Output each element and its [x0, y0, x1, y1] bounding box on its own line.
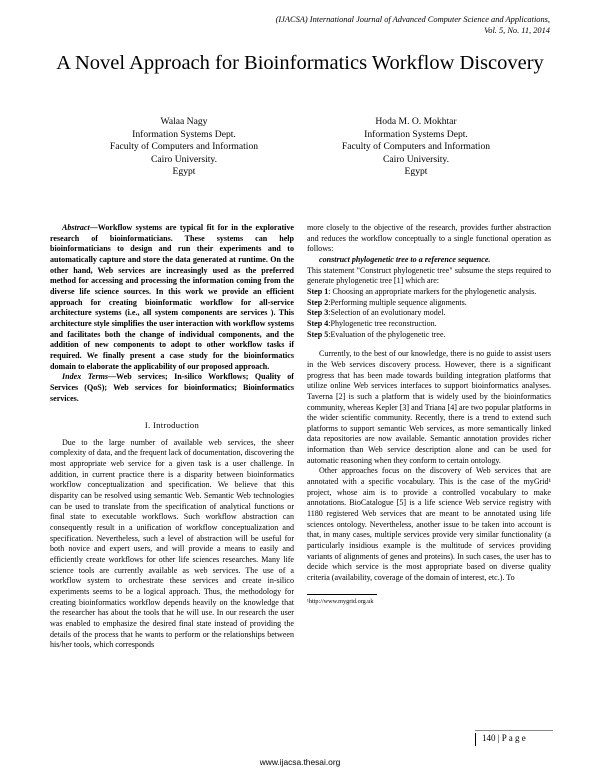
page-number-box	[475, 733, 556, 746]
list-item: Step 2:Performing multiple sequence alignments.	[307, 297, 467, 307]
journal-volume: Vol. 5, No. 11, 2014	[484, 26, 550, 35]
author-country: Egypt	[404, 166, 428, 178]
index-terms-label: Index Terms	[62, 372, 108, 382]
statement-paragraph: This statement "Construct phylogenetic tree" subsume the steps required to generate phylogenetic tree [1] which are:	[307, 265, 551, 286]
index-terms	[50, 372, 294, 404]
author-block-1	[64, 116, 304, 179]
continued-paragraph: more closely to the objective of the research, provides further abstraction and reduces the workflow conceptually to a single functional operation as follows:	[307, 223, 551, 254]
steps-list	[307, 287, 551, 340]
body-paragraph: Other approaches focus on the discovery of Web services that are annotated with a specific vocabulary. This is the case of the myGrid¹ project, whose aim is to provide a controlled vocabulary to make annotations. BioCatalogue [5] is a life science Web service registry with 1180 registered Web services that are meant to be annotated using life sciences ontology. Nevertheless, another issue to be taken into account is that, in many cases, multiple services provide very similar functionality (a particularly insidious example is the multitude of services providing variants of alignments of genes and proteins). In such cases, the user has to decide which service is the most appropriate based on diverse quality criteria (availability, coverage of the domain of interest, etc.). To	[307, 466, 551, 582]
intro-paragraph: Due to the large number of available web services, the sheer complexity of data, and the frequent lack of documentation, discovering the most appropriate web service for a given task is a user challenge. In addition, in current practice there is a disparity between bioinformatics workflow conceptualization and specification. We believe that this disparity can be resolved using semantic Web. Semantic Web technologies can be used to translate from the specification of analytical functions or final state to executable workflows. Such workflow abstraction can consequently result in a unification of workflow conceptualization and specification. Nevertheless, such a level of abstraction will be useful for both novice and expert users, and will provide a means to easily and efficiently create workflows for other life sciences researches. Many life science tools are currently available as web services. The use of a workflow system to orchestrate these services and create in-silico experiments seems to be a logical approach. Thus, the methodology for creating bioinformatics workflow depends heavily on the knowledge that the researcher has about the tools that he will use. In our research the user was enabled to emphasize the desired final state instead of providing the details of the process that he wants to perform or the relationships between his/her tools, which corresponds	[50, 437, 295, 650]
journal-name: (IJACSA) International Journal of Advanced Computer Science and Applications,	[275, 15, 550, 24]
page-number-rule	[475, 730, 553, 731]
author-name: Walaa Nagy	[160, 116, 208, 127]
footnote-divider	[307, 594, 377, 595]
abstract-label: Abstract	[62, 223, 90, 232]
section-heading: I. Introduction	[144, 420, 200, 431]
spacer	[307, 340, 551, 349]
author-faculty: Faculty of Computers and Information	[109, 141, 259, 153]
author-dept: Information Systems Dept.	[132, 128, 236, 140]
left-column	[50, 223, 294, 651]
author-university: Cairo University.	[383, 153, 449, 165]
list-item: Step 5:Evaluation of the phylogenetic tree.	[307, 329, 446, 339]
author-block-2	[296, 116, 536, 179]
author-university: Cairo University.	[151, 153, 217, 165]
list-item: Step 4:Phylogenetic tree reconstruction.	[307, 318, 437, 328]
operation-subheading: construct phylogenetic tree to a reference sequence.	[319, 254, 491, 264]
abstract	[50, 223, 294, 372]
footer-url[interactable]: www.ijacsa.thesai.org	[259, 757, 341, 767]
right-column	[307, 223, 551, 606]
author-faculty: Faculty of Computers and Information	[341, 141, 491, 153]
page-number: 140 | P a g e	[482, 733, 526, 743]
author-dept: Information Systems Dept.	[364, 128, 468, 140]
index-terms-text: —Web services; In-silico Workflows; Quality of Services (QoS); Web services for bioinformatics; Bioinformatics services.	[50, 372, 294, 403]
author-name: Hoda M. O. Mokhtar	[375, 116, 457, 127]
list-item: Step 3:Selection of an evolutionary model.	[307, 308, 446, 318]
abstract-text: —Workflow systems are typical fit for in the explorative research of bioinformaticians. These systems can help bioinformaticians to design and run their experiments and to automatically capture and store the data generated at runtime. On the other hand, Web services are increasingly used as the preferred method for accessing and processing the information coming from the diverse life science sources. In this work we provide an efficient approach for creating bioinformatic workflow for all-service architecture systems (i.e., all system components are services ). This architecture style simplifies the user interaction with workflow systems and facilitates both the change of individual components, and the addition of new components to adopt to other workflow tasks if required. We finally present a case study for the bioinformatics domain to elaborate the applicability of our proposed approach.	[50, 223, 294, 371]
author-country: Egypt	[172, 166, 196, 178]
list-item: Step 1: Choosing an appropriate markers for the phylogenetic analysis.	[307, 286, 537, 296]
paper-title: A Novel Approach for Bioinformatics Workflow Discovery	[56, 52, 544, 74]
footnote: ¹http://www.mygrid.org.uk	[307, 597, 374, 605]
journal-header	[276, 14, 550, 36]
body-paragraph: Currently, to the best of our knowledge, there is no guide to assist users in the Web services discovery process. However, there is a significant progress that has been made towards building integration platforms that utilize online Web services interfaces to support bioinformatics analyses. Taverna [2] is such a platform that is widely used by the bioinformatics community, whereas Kepler [3] and Triana [4] are two popular platforms in the wider scientific community. Recently, there is a trend to extend such platforms to support semantic Web services, as more semantically linked data repositories are now available. Semantic annotation provides richer information than Web service description alone and can be used for automatic reasoning when they conform to certain ontology.	[307, 349, 551, 465]
